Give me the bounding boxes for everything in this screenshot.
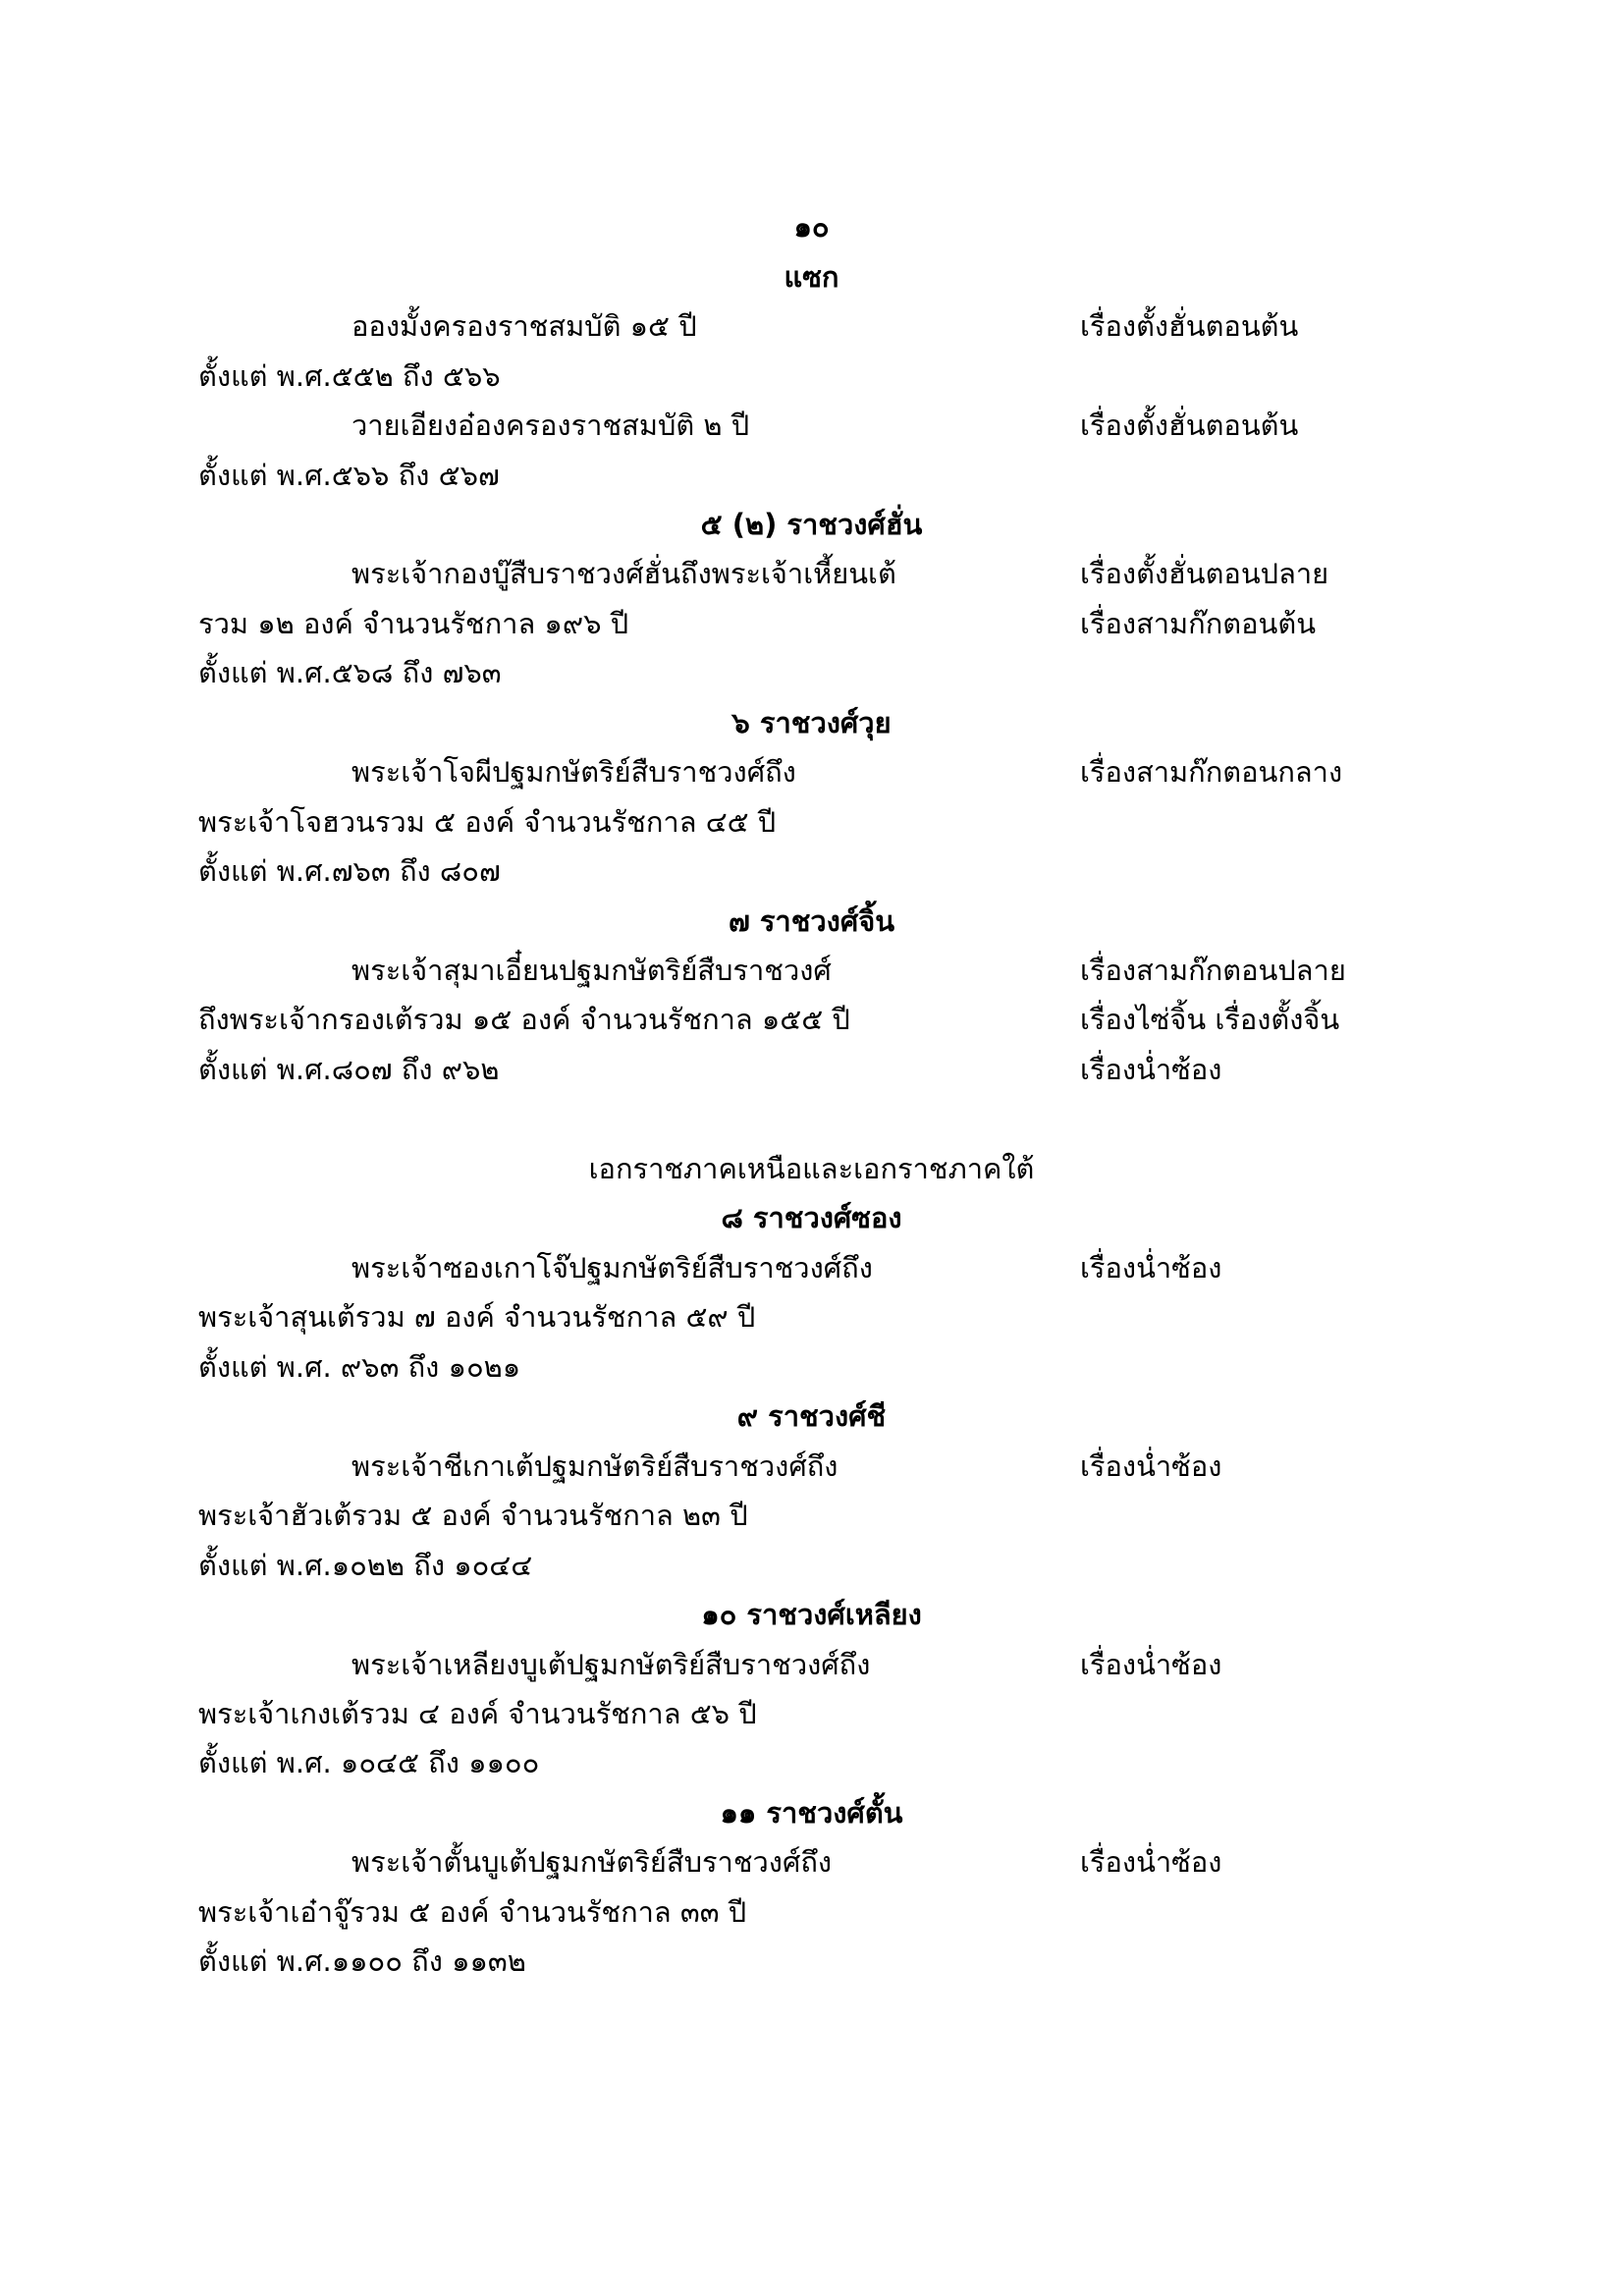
- reference: เรื่องตั้งฮั่นตอนต้น: [1080, 309, 1299, 343]
- reference: เรื่องน่ำซ้อง: [1080, 1449, 1222, 1483]
- reference: เรื่องน่ำซ้อง: [1080, 1251, 1222, 1285]
- reign-period: ตั้งแต่ พ.ศ. ๙๖๓ ถึง ๑๐๒๑: [198, 1350, 521, 1384]
- dynasty-heading: ๑๑ ราชวงศ์ตั้น: [720, 1796, 903, 1830]
- reign-period: ตั้งแต่ พ.ศ.๕๖๘ ถึง ๗๖๓: [198, 656, 502, 689]
- dynasty-line: พระเจ้าฮัวเต้รวม ๕ องค์ จำนวนรัชกาล ๒๓ ปี: [198, 1499, 748, 1532]
- reign-period: ตั้งแต่ พ.ศ.๘๐๗ ถึง ๙๖๒: [198, 1053, 500, 1086]
- dynasty-line: พระเจ้าสุมาเอี๋ยนปฐมกษัตริย์สืบราชวงศ์: [352, 954, 832, 987]
- reign-period: ตั้งแต่ พ.ศ.๕๕๒ ถึง ๕๖๖: [198, 359, 501, 393]
- reign-text: วายเอียงอ๋องครองราชสมบัติ ๒ ปี: [352, 409, 750, 442]
- dynasty-line: พระเจ้าซองเกาโจ๊ปฐมกษัตริย์สืบราชวงศ์ถึง: [352, 1251, 873, 1285]
- dynasty-line: พระเจ้าเหลียงบูเต้ปฐมกษัตริย์สืบราชวงศ์ถึง: [352, 1648, 871, 1681]
- reference: เรื่องสามก๊กตอนปลาย: [1080, 954, 1346, 987]
- dynasty-line: พระเจ้าชีเกาเต้ปฐมกษัตริย์สืบราชวงศ์ถึง: [352, 1449, 839, 1483]
- reign-period: ตั้งแต่ พ.ศ.๕๖๖ ถึง ๕๖๗: [198, 459, 500, 492]
- page-number: ๑๐: [793, 210, 830, 244]
- dynasty-line: พระเจ้าโจผีปฐมกษัตริย์สืบราชวงศ์ถึง: [352, 755, 796, 789]
- reign-period: ตั้งแต่ พ.ศ. ๑๐๔๕ ถึง ๑๑๐๐: [198, 1746, 540, 1779]
- dynasty-heading: ๙ ราชวงศ์ชี: [736, 1399, 887, 1433]
- dynasty-heading: ๘ ราชวงศ์ซอง: [721, 1201, 902, 1234]
- reference: เรื่องสามก๊กตอนต้น: [1080, 607, 1317, 640]
- dynasty-heading: ๑๐ ราชวงศ์เหลียง: [701, 1598, 922, 1631]
- reference: เรื่องไซ่จิ้น เรื่องตั้งจิ้น: [1080, 1003, 1340, 1036]
- dynasty-heading: ๖ ราชวงศ์วุย: [731, 706, 892, 739]
- reference: เรื่องน่ำซ้อง: [1080, 1845, 1222, 1879]
- reference: เรื่องน่ำซ้อง: [1080, 1053, 1222, 1086]
- dynasty-line: ถึงพระเจ้ากรองเต้รวม ๑๕ องค์ จำนวนรัชกาล ๑๕๕ ปี: [198, 1003, 850, 1036]
- dynasty-line: รวม ๑๒ องค์ จำนวนรัชกาล ๑๙๖ ปี: [198, 607, 629, 640]
- dynasty-heading: ๕ (๒) ราชวงศ์ฮั่น: [700, 508, 923, 541]
- reign-period: ตั้งแต่ พ.ศ.๑๐๒๒ ถึง ๑๐๔๔: [198, 1549, 533, 1582]
- section-title: เอกราชภาคเหนือและเอกราชภาคใต้: [588, 1152, 1035, 1185]
- dynasty-line: พระเจ้าสุนเต้รวม ๗ องค์ จำนวนรัชกาล ๕๙ ปี: [198, 1300, 756, 1334]
- reference: เรื่องสามก๊กตอนกลาง: [1080, 755, 1343, 789]
- reign-period: ตั้งแต่ พ.ศ.๑๑๐๐ ถึง ๑๑๓๒: [198, 1944, 526, 1978]
- reign-text: อองมั้งครองราชสมบัติ ๑๕ ปี: [352, 309, 697, 343]
- reference: เรื่องน่ำซ้อง: [1080, 1648, 1222, 1681]
- reign-period: ตั้งแต่ พ.ศ.๗๖๓ ถึง ๘๐๗: [198, 854, 501, 888]
- section-header: แซก: [784, 260, 839, 294]
- dynasty-heading: ๗ ราชวงศ์จิ้น: [728, 904, 895, 938]
- reference: เรื่องตั้งฮั่นตอนปลาย: [1080, 557, 1329, 590]
- dynasty-line: พระเจ้ากองบู๊สืบราชวงศ์ฮั่นถึงพระเจ้าเหี้ยนเต้: [352, 557, 896, 590]
- dynasty-line: พระเจ้าตั้นบูเต้ปฐมกษัตริย์สืบราชวงศ์ถึง: [352, 1845, 833, 1879]
- dynasty-line: พระเจ้าเอ๋าจู๊รวม ๕ องค์ จำนวนรัชกาล ๓๓ ปี: [198, 1895, 747, 1929]
- reference: เรื่องตั้งฮั่นตอนต้น: [1080, 409, 1299, 442]
- dynasty-line: พระเจ้าโจฮวนรวม ๕ องค์ จำนวนรัชกาล ๔๕ ปี: [198, 805, 777, 839]
- dynasty-line: พระเจ้าเกงเต้รวม ๔ องค์ จำนวนรัชกาล ๕๖ ปี: [198, 1697, 757, 1730]
